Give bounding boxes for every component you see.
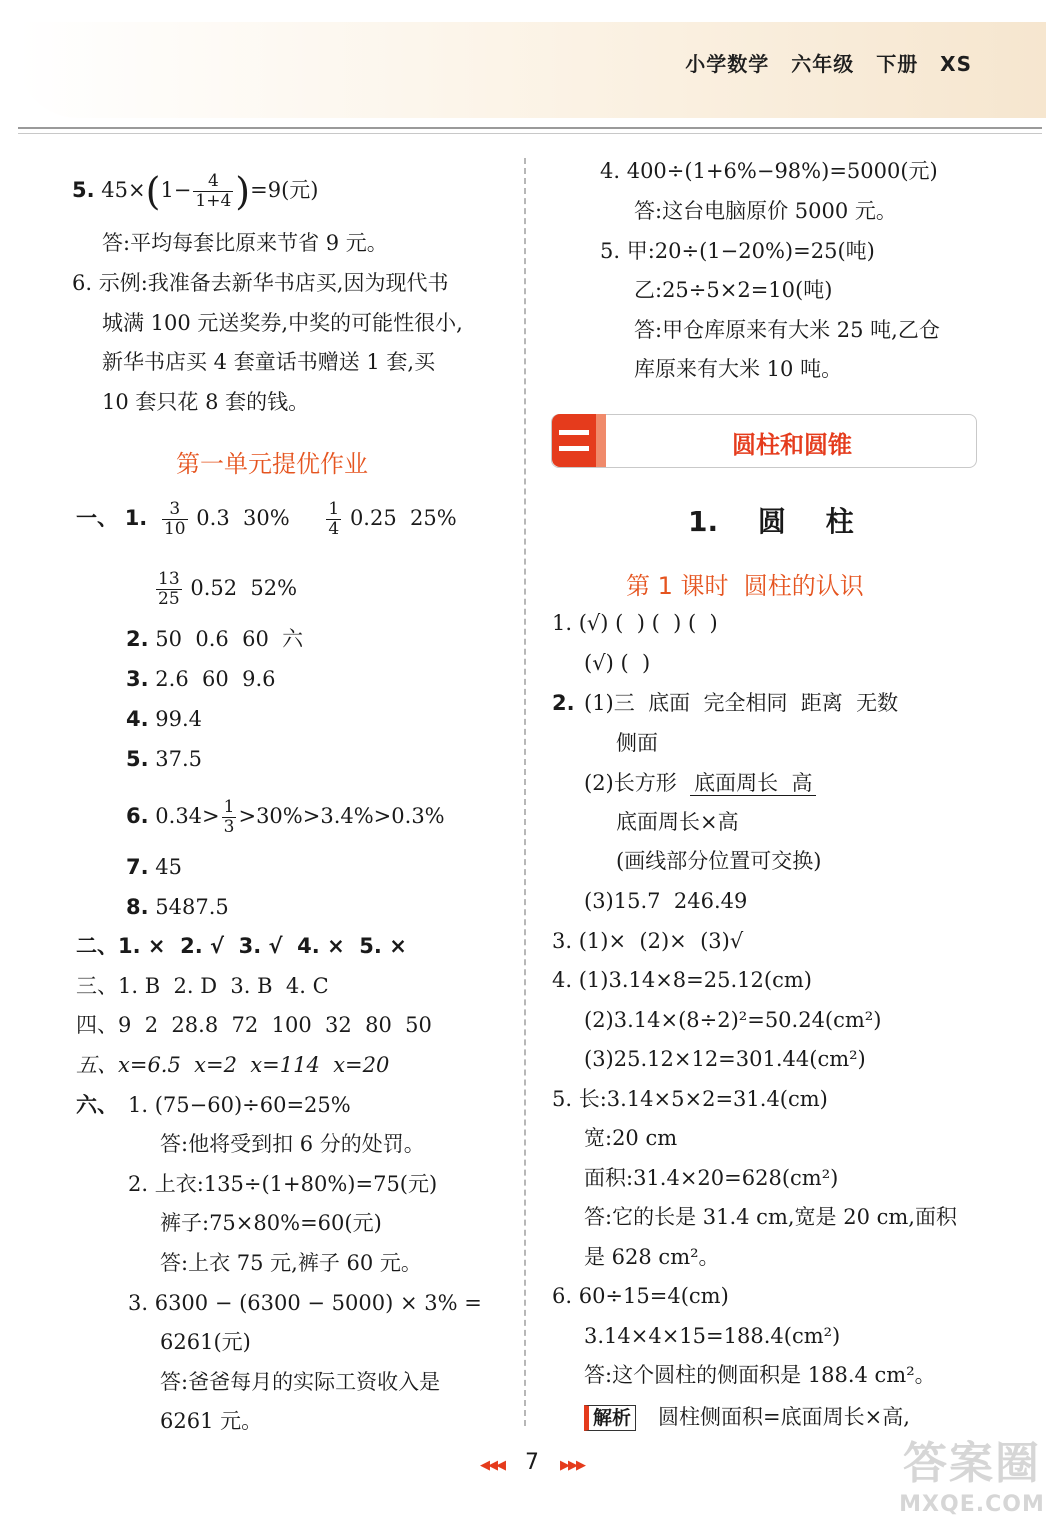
part3: 三、1. B 2. D 3. B 4. C [76,974,329,998]
header-rule [18,127,1042,129]
r-q2-3: (3)15.7 246.49 [584,889,748,913]
fraction: $\frac{4}{1+4}$ [195,171,232,211]
header-title: 小学数学 六年级 下册 XS [685,52,972,76]
part1-row: 8. 5487.5 [126,895,229,919]
r-q5-1: 5. 长:3.14×5×2=31.4(cm) [552,1087,828,1111]
period-title: 第 1 课时 圆柱的认识 [626,572,864,600]
part1-q1-row1: 一、 1. $\frac{3}{10}$ 0.3 30% $\frac{1}{4}$ 0.25 25% [76,499,457,539]
fraction: $\frac{13}{25}$ [158,569,180,609]
unit-two-badge [552,414,606,467]
r-q2-1b: 侧面 [616,731,658,755]
part1-row: 4. 99.4 [126,707,203,731]
fraction: $\frac{1}{4}$ [328,499,340,539]
r-q1: 1. (√) ( ) ( ) ( ) [552,611,718,635]
page-number-bar [452,1450,612,1475]
r-q3: 3. (1)× (2)× (3)√ [552,929,744,953]
left-q6-line: 10 套只花 8 套的钱。 [102,390,310,414]
part1-row: 3. 2.6 60 9.6 [126,667,276,691]
part6-line: 答:他将受到扣 6 分的处罚。 [160,1132,425,1156]
next-arrows-icon: ▶▶▶ [560,1458,584,1473]
r-q5-4: 答:它的长是 31.4 cm,宽是 20 cm,面积 [584,1205,957,1229]
r-q2-1: (1)三 底面 完全相同 距离 无数 [584,691,899,715]
r-q5-2: 宽:20 cm [584,1126,678,1150]
left-q6-line: 6. 示例:我准备去新华书店买,因为现代书 [72,271,449,295]
fraction: $\frac{3}{10}$ [163,499,186,539]
r-q6-1: 6. 60÷15=4(cm) [552,1284,729,1308]
right-top-line: 答:甲仓库原来有大米 25 吨,乙仓 [634,318,940,342]
analysis-tag: 解析 [584,1405,636,1431]
r-q6-3: 答:这个圆柱的侧面积是 188.4 cm²。 [584,1363,936,1387]
part6-line: 裤子:75×80%=60(元) [160,1211,382,1235]
r-q4-3: (3)25.12×12=301.44(cm²) [584,1047,866,1071]
part4: 四、9 2 28.8 72 100 32 80 50 [76,1013,432,1037]
r-q2-2c: (画线部分位置可交换) [616,849,822,873]
underlined-answer: 底面周长 高 [690,771,816,796]
r-q4-2: (2)3.14×(8÷2)²=50.24(cm²) [584,1008,882,1032]
right-top-line: 答:这台电脑原价 5000 元。 [634,199,897,223]
watermark-url: MXQE.COM [899,1492,1045,1517]
r-q2-2b: 底面周长×高 [616,810,739,834]
watermark-text: 答案圈 [903,1438,1041,1489]
fraction: $\frac{1}{3}$ [223,797,235,837]
r-q1-cont: (√) ( ) [584,651,651,675]
right-top-line: 乙:25÷5×2=10(吨) [634,278,833,302]
part1-row: 2. 50 0.6 60 六 [126,627,304,651]
section-title: 第一单元提优作业 [176,450,368,478]
part2: 二、1. × 2. √ 3. √ 4. × 5. × [76,934,407,958]
part6-line: 6261(元) [160,1330,251,1354]
column-divider [524,158,526,1426]
lesson-title: 1. 圆 柱 [688,505,854,538]
r-q6-2: 3.14×4×15=188.4(cm²) [584,1324,841,1348]
part6-line: 6261 元。 [160,1409,263,1433]
part6-label: 六、 [76,1093,118,1117]
unit-banner [551,414,977,468]
left-q6-line: 新华书店买 4 套童话书赠送 1 套,买 [102,350,436,374]
part1-row: 5. 37.5 [126,747,203,771]
r-q5-3: 面积:31.4×20=628(cm²) [584,1166,839,1190]
part1-q6: 6. 0.34> $\frac{1}{3}$ >30%>3.4%>0.3% [126,797,445,837]
part6-line: 1. (75−60)÷60=25% [128,1093,351,1117]
part6-line: 3. 6300 − (6300 − 5000) × 3% = [128,1291,482,1315]
part6-line: 答:上衣 75 元,裤子 60 元。 [160,1251,422,1275]
r-jiexi: 解析 圆柱侧面积=底面周长×高, [584,1402,910,1432]
page-number: 7 [525,1450,539,1475]
part1-row: 7. 45 [126,855,183,879]
r-q4-1: 4. (1)3.14×8=25.12(cm) [552,968,812,992]
right-top-line: 4. 400÷(1+6%−98%)=5000(元) [600,159,938,183]
r-q5-5: 是 628 cm²。 [584,1245,720,1269]
right-top-line: 5. 甲:20÷(1−20%)=25(吨) [600,239,875,263]
left-q5: 5. 45×(1− $\frac{4}{1+4}$ )=9(元) [72,169,319,214]
r-q2-num: 2. [552,691,575,715]
part6-line: 答:爸爸每月的实际工资收入是 [160,1370,441,1394]
prev-arrows-icon: ◀◀◀ [480,1458,504,1473]
left-q6-line: 城满 100 元送奖券,中奖的可能性很小, [102,311,463,335]
unit-title: 圆柱和圆锥 [732,431,852,459]
left-q5-answer: 答:平均每套比原来节省 9 元。 [102,231,388,255]
part5: 五、x=6.5 x=2 x=114 x=20 [76,1053,390,1077]
r-q2-2: (2)长方形 底面周长 高 [584,768,816,798]
part1-q1-row2: $\frac{13}{25}$ 0.52 52% [158,569,298,609]
header-rule-thin [18,133,1042,134]
right-top-line: 库原来有大米 10 吨。 [634,357,843,381]
watermark-logo [884,1436,1060,1534]
part6-line: 2. 上衣:135÷(1+80%)=75(元) [128,1172,438,1196]
